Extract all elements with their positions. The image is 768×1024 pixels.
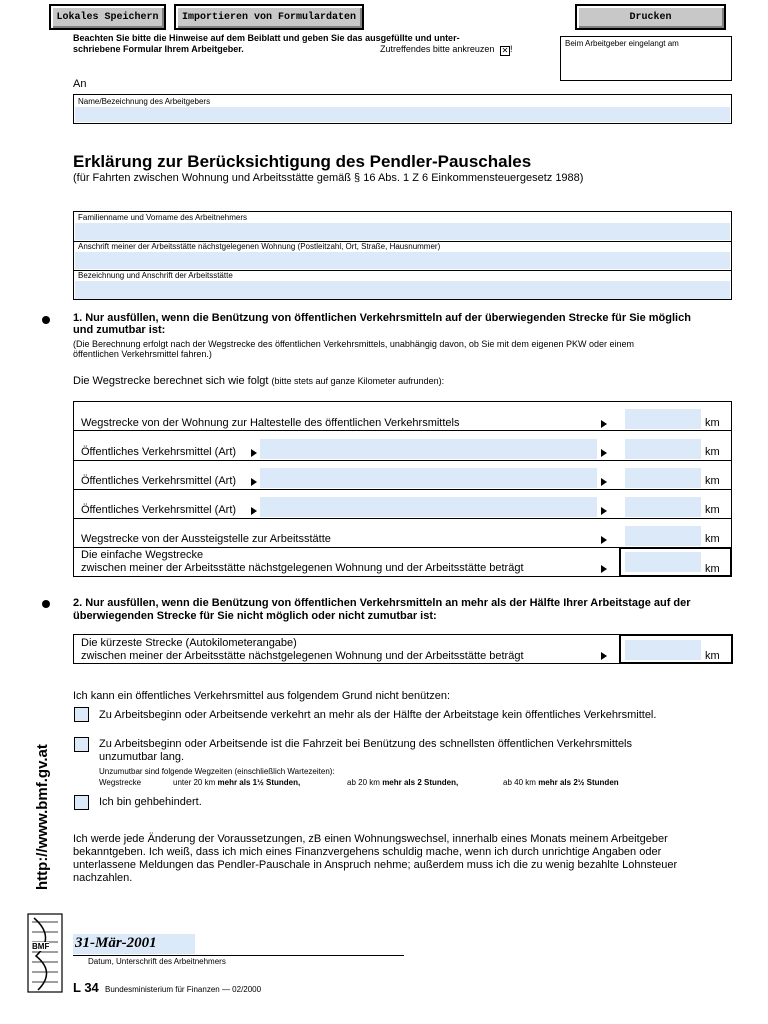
subtitle-close: ) <box>579 172 584 184</box>
t2-bold: mehr als 2 Stunden, <box>382 778 459 787</box>
date-input[interactable] <box>73 934 195 954</box>
km-unit: km <box>705 475 720 487</box>
km-unit: km <box>705 417 720 429</box>
total-km-box <box>619 547 732 577</box>
km-input-1[interactable] <box>625 409 701 429</box>
divider <box>74 460 731 461</box>
save-button[interactable]: Lokales Speichern <box>49 4 166 30</box>
workplace-label: Bezeichnung und Anschrift der Arbeitsstätte <box>78 271 233 280</box>
total-km-input[interactable] <box>625 552 701 572</box>
km-unit: km <box>705 563 720 575</box>
route-row-label: Wegstrecke von der Aussteigstelle zur Arbeitsstätte <box>81 533 331 545</box>
address-label: Anschrift meiner der Arbeitsstätte nächstgelegenen Wohnung (Postleitzahl, Ort, Straße, Hausnummer) <box>78 242 441 251</box>
route-row-label: Öffentliches Verkehrsmittel (Art) <box>81 504 237 516</box>
route-table <box>73 401 732 577</box>
employer-label: Name/Bezeichnung des Arbeitgebers <box>78 97 211 106</box>
arrow-right-icon <box>601 449 607 457</box>
received-label: Beim Arbeitgeber eingelangt am <box>565 39 679 48</box>
calc-note: (bitte stets auf ganze Kilometer aufrunden): <box>271 376 445 386</box>
km-unit: km <box>705 533 720 545</box>
date-value: 31-Mär-2001 <box>75 935 157 951</box>
signature-line <box>73 955 404 956</box>
subtitle-abs-label: Abs. <box>377 172 400 184</box>
employer-input[interactable] <box>75 107 730 122</box>
subtitle-z-num: 6 <box>422 172 429 184</box>
header-note-line1: Beachten Sie bitte die Hinweise auf dem Beiblatt und geben Sie das ausgefüllte und unter- <box>73 33 460 43</box>
name-input[interactable] <box>75 223 730 240</box>
transport-type-input-1[interactable] <box>260 439 597 459</box>
subtitle-paragraph: 16 <box>363 172 376 184</box>
bmf-logo-icon <box>26 912 64 994</box>
threshold-1 <box>173 778 300 787</box>
arrow-right-icon <box>251 507 257 515</box>
arrow-right-icon <box>601 536 607 544</box>
section2-title-line2: überwiegenden Strecke für Sie nicht möglich oder nicht zumutbar ist: <box>73 610 437 622</box>
address-input[interactable] <box>75 252 730 269</box>
side-url: http://www.bmf.gv.at <box>34 744 51 890</box>
ministry-label: Bundesministerium für Finanzen — 02/2000 <box>105 985 262 994</box>
crossed-box-icon: ✕ <box>501 46 509 55</box>
declaration-line2: bekanntgeben. Ich weiß, dass ich mich eines Finanzvergehens schuldig mache, wenn ich durch unrichtige Angaben oder <box>73 846 662 858</box>
total-label-line1: Die einfache Wegstrecke <box>81 549 204 561</box>
section1-bullet <box>42 316 50 324</box>
t2-km: 20 <box>358 778 368 787</box>
shortest-km-box <box>619 634 733 664</box>
declaration-line1: Ich werde jede Änderung der Voraussetzungen, zB einen Wohnungswechsel, innerhalb eines Monats meinem Arbeitgeber <box>73 833 668 845</box>
km-input-3[interactable] <box>625 468 701 488</box>
transport-type-input-2[interactable] <box>260 468 597 488</box>
divider <box>74 430 731 431</box>
signature-label: Datum, Unterschrift des Arbeitnehmers <box>88 957 226 966</box>
km-unit: km <box>705 650 720 662</box>
page-title: Erklärung zur Berücksichtigung des Pendler-Pauschales <box>73 152 532 171</box>
t1-prefix: unter <box>173 778 192 787</box>
shortest-km-input[interactable] <box>625 640 701 660</box>
km-input-5[interactable] <box>625 526 701 546</box>
section1-note-line1: (Die Berechnung erfolgt nach der Wegstrecke des öffentlichen Verkehrsmittels, unabhängig davon, ob Sie mit dem eigenen PKW oder einem <box>73 339 634 349</box>
route-row-label: Öffentliches Verkehrsmittel (Art) <box>81 446 237 458</box>
shortest-label-line1: Die kürzeste Strecke (Autokilometerangabe) <box>81 637 297 649</box>
option2-checkbox[interactable] <box>74 737 89 752</box>
title-subtitle <box>73 172 583 184</box>
total-label-line2: zwischen meiner der Arbeitsstätte nächstgelegenen Wohnung und der Arbeitsstätte beträgt <box>81 562 524 574</box>
km-unit: km <box>705 504 720 516</box>
option3-label: Ich bin gehbehindert. <box>99 796 202 808</box>
calc-heading <box>73 375 444 387</box>
subtitle-year: 1988 <box>555 172 580 184</box>
subtitle-z-label: Z <box>412 172 419 184</box>
divider <box>74 489 731 490</box>
header-note-line2: schriebene Formular Ihrem Arbeitgeber. <box>73 44 244 54</box>
workplace-input[interactable] <box>75 281 730 299</box>
unzumutbar-note: Unzumutbar sind folgende Wegzeiten (einschließlich Wartezeiten): <box>99 767 335 776</box>
t2-prefix: ab <box>347 778 356 787</box>
route-row-label: Öffentliches Verkehrsmittel (Art) <box>81 475 237 487</box>
section1-note-line2: öffentlichen Verkehrsmittel fahren.) <box>73 349 212 359</box>
t3-km: 40 <box>514 778 524 787</box>
print-button[interactable]: Drucken <box>575 4 726 30</box>
t3-suffix: km <box>525 778 536 787</box>
t3-prefix: ab <box>503 778 512 787</box>
import-button[interactable]: Importieren von Formulardaten <box>174 4 364 30</box>
tick-note-text: Zutreffendes bitte ankreuzen <box>380 44 495 54</box>
km-unit: km <box>705 446 720 458</box>
option2-label-line1: Zu Arbeitsbeginn oder Arbeitsende ist die Fahrzeit bei Benützung des schnellsten öffentlichen Verkehrsmittels <box>99 738 633 750</box>
header-note-tick: Zutreffendes bitte ankreuzen ✕ ! <box>380 44 513 55</box>
option2-label-line2: unzumutbar lang. <box>99 751 184 763</box>
bmf-logo <box>26 912 64 994</box>
threshold-2 <box>347 778 458 787</box>
calc-label: Die Wegstrecke berechnet sich wie folgt <box>73 375 269 387</box>
arrow-right-icon <box>601 420 607 428</box>
arrow-right-icon <box>601 478 607 486</box>
option1-label: Zu Arbeitsbeginn oder Arbeitsende verkehrt an mehr als der Hälfte der Arbeitstage kein öffentliches Verkehrsmittel. <box>99 709 657 721</box>
t1-bold: mehr als 1½ Stunden, <box>217 778 301 787</box>
threshold-3 <box>503 778 619 787</box>
declaration-line3: unterlassene Meldungen das Pendler-Pauschale in Anspruch nehme; außerdem muss ich die zu wenig bezahlte Lohnsteuer <box>73 859 678 871</box>
name-label: Familienname und Vorname des Arbeitnehmers <box>78 213 247 222</box>
route-row-label: Wegstrecke von der Wohnung zur Haltestelle des öffentlichen Verkehrsmittels <box>81 417 460 429</box>
wegstrecke-label: Wegstrecke <box>99 778 142 787</box>
arrow-right-icon <box>601 565 607 573</box>
section1-title-line1: 1. Nur ausfüllen, wenn die Benützung von öffentlichen Verkehrsmitteln auf der überwiegenden Strecke für Sie möglich <box>73 312 691 324</box>
t3-bold: mehr als 2½ Stunden <box>538 778 619 787</box>
t2-suffix: km <box>369 778 380 787</box>
t1-suffix: km <box>204 778 216 787</box>
section1-title-line2: und zumutbar ist: <box>73 324 166 336</box>
arrow-right-icon <box>251 449 257 457</box>
logo-text: BMF <box>32 942 50 951</box>
form-code: L 34 <box>73 980 99 995</box>
reason-intro: Ich kann ein öffentliches Verkehrsmittel aus folgendem Grund nicht benützen: <box>73 690 451 702</box>
divider <box>74 518 731 519</box>
transport-type-input-3[interactable] <box>260 497 597 517</box>
subtitle-prefix: (für Fahrten zwischen Wohnung und Arbeitsstätte gemäß § <box>73 172 361 184</box>
shortest-route-box <box>73 634 732 664</box>
section2-title-line1: 2. Nur ausfüllen, wenn die Benützung von öffentlichen Verkehrsmitteln an mehr als der Hälfte Ihrer Arbeitstage auf der <box>73 597 691 609</box>
option1-checkbox[interactable] <box>74 707 89 722</box>
subtitle-law: Einkommensteuergesetz <box>431 172 553 184</box>
shortest-label-line2: zwischen meiner der Arbeitsstätte nächstgelegenen Wohnung und der Arbeitsstätte beträgt <box>81 650 524 662</box>
employer-box <box>73 94 732 124</box>
t1-km: 20 <box>193 778 203 787</box>
section2-bullet <box>42 600 50 608</box>
arrow-right-icon <box>251 478 257 486</box>
arrow-right-icon <box>601 507 607 515</box>
arrow-right-icon <box>601 652 607 660</box>
option3-checkbox[interactable] <box>74 795 89 810</box>
received-date-box[interactable] <box>560 36 732 81</box>
personal-data-box <box>73 211 732 300</box>
subtitle-abs-num: 1 <box>403 172 410 184</box>
km-input-2[interactable] <box>625 439 701 459</box>
an-label: An <box>73 78 87 90</box>
declaration-line4: nachzahlen. <box>73 872 133 884</box>
km-input-4[interactable] <box>625 497 701 517</box>
